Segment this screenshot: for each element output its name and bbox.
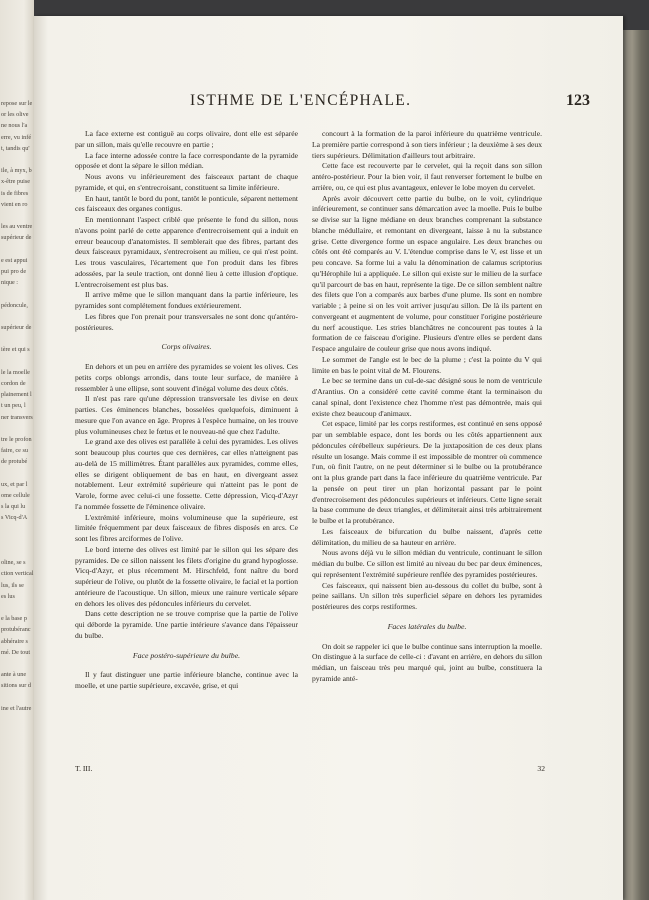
previous-page-line: ine et l'autre <box>1 704 32 712</box>
paragraph: Cet espace, limité par les corps restiformes, est continué en sens opposé par un semblable espace, dont les bords ou les côtés appartiennent aux pédoncules cérébelleux supérieurs. De la juxtaposition de ces deux plans résulte un losange. Mais comme il est impossible de montrer où commence l'un, où finit l'autre, on ne peut déterminer si le bulbe ou la protubérance ont la plus grande part dans la face inférieure du quatrième ventricule. Par la pensée on peut tirer un plan horizontal passant par le point d'entrecroisement des pédoncules supérieurs et inférieurs. Cette ligne serait la base commune de deux triangles, et délimiterait ainsi très arbitrairement le bulbe et la protubérance. <box>312 419 542 525</box>
previous-page-line: ante à une <box>1 671 27 679</box>
paragraph: En mentionnant l'aspect criblé que présente le fond du sillon, nous n'avons point parlé de cette apparence d'entrecroisement qui a induit en erreur beaucoup d'anatomistes. Il semblerait que des fibres, partant des deux faisceaux pyramidaux, s'entrecroisent au milieu, ce qui n'est point. Les trous vasculaires, l'écartement que l'on produit dans les fibres adossées, par la seule traction, ont donné lieu à cette illusion d'optique. L'entrecroisement est plus bas. <box>75 215 298 289</box>
running-title: ISTHME DE L'ENCÉPHALE. <box>190 92 412 109</box>
previous-page-line: supérieur de <box>1 324 32 331</box>
previous-page-line: nique : <box>1 279 19 287</box>
previous-page-line: vient en ro <box>1 200 28 208</box>
previous-page-line: le la moelle <box>1 368 30 376</box>
paragraph: Cette face est recouverte par le cervelet, qui la reçoit dans son sillon antéro-postérieur. Pour la bien voir, il faut renverser fortement le bulbe en arrière, ou, ce qui est plus avantageux, enlever le lobe moyen du cervelet. <box>312 161 542 192</box>
previous-page-line: les au ventre <box>1 223 33 231</box>
previous-page-line: lus, ils se <box>1 581 24 589</box>
previous-page-line: tre le profon <box>1 436 32 443</box>
paragraph: Nous avons vu inférieurement des faisceaux partant de chaque pyramide, et qui, en s'entrecroisant, constituent sa limite inférieure. <box>75 172 298 192</box>
paragraph: On doit se rappeler ici que le bulbe continue sans interruption la moelle. On distingue à la surface de celle-ci : d'avant en arrière, en dehors du sillon médian, un faisceau très peu marqué qui, joint au bulbe, constituera la pyramide anté- <box>312 641 542 683</box>
previous-page-line: s Vicq-d'A <box>1 514 28 522</box>
previous-page-line: plainement l <box>1 391 32 399</box>
previous-page-line: ome cellule <box>1 492 30 499</box>
right-column <box>312 129 542 685</box>
volume-signature: T. III. <box>75 764 93 773</box>
previous-page-line: s la qui lu <box>1 503 26 511</box>
previous-page-line: ction vertical <box>1 570 34 578</box>
previous-page-line: supérieur de <box>1 234 32 242</box>
previous-page-edge <box>0 0 34 900</box>
paragraph: Il arrive même que le sillon manquant dans la partie inférieure, les pyramides sont complétement fondues extérieurement. <box>75 290 298 310</box>
paragraph: La face interne adossée contre la face correspondante de la pyramide opposée et dont la sépare le sillon médian. <box>75 150 298 171</box>
paragraph: Le bord interne des olives est limité par le sillon qui les sépare des pyramides. De ce sillon naissent les filets d'origine du grand hypoglosse. Vicq-d'Azyr, et plus récemment M. Hirschfeld, font naître du bord supérieur de l'olive, ou plutôt de la fossette olivaire, le facial et la portion antérieure de l'acoustique. Un sillon, mieux une rainure verticale sépare en dehors les olives des pédoncules inférieurs du cervelet. <box>75 544 298 608</box>
paragraph: Le bec se termine dans un cul-de-sac désigné sous le nom de ventricule d'Arantius. On a considéré cette cavité comme étant la terminaison du canal spinal, dont l'existence chez l'homme n'est pas démontrée, mais qui existe chez beaucoup d'animaux. <box>312 376 542 418</box>
paragraph: Les fibres que l'on prenait pour transversales ne sont donc qu'antéro-postérieures. <box>75 311 298 332</box>
previous-page-line: repose sur le <box>1 100 33 107</box>
section-heading: Faces latérales du bulbe. <box>387 621 467 631</box>
previous-page-line: erre, vu infé <box>1 133 32 141</box>
section-heading: Face postéro-supérieure du bulbe. <box>132 650 241 660</box>
previous-page-line: mé. De tout <box>1 648 31 656</box>
paragraph: La face externe est contiguë au corps olivaire, dont elle est séparée par un sillon, mais qu'elle recouvre en partie ; <box>75 129 298 149</box>
paragraph: Il n'est pas rare qu'une dépression transversale les divise en deux parties. Ces éminences blanches, bosselées quelquefois, diminuent à mesure que l'on avance en âge. Propres à l'espèce humaine, on les trouve plus volumineuses chez le fœtus et le nouveau-né que chez l'adulte. <box>75 394 298 436</box>
previous-page-line: faire, ce su <box>1 447 28 455</box>
paragraph: En haut, tantôt le bord du pont, tantôt le ponticule, séparent nettement ces faisceaux des organes contigus. <box>75 193 298 214</box>
paragraph: L'extrémité inférieure, moins volumineuse que la supérieure, est limitée fréquemment par deux faisceaux de fibres disposés en arcs. Ce sont les fibres arciformes de l'olive. <box>75 512 298 543</box>
previous-page-line: is de fibres <box>1 189 29 197</box>
previous-page-line: x-être puise <box>1 178 31 186</box>
previous-page-line: ne nous l'a <box>1 122 28 130</box>
previous-page-line: e est appui <box>1 256 28 264</box>
paragraph: Le sommet de l'angle est le bec de la plume ; c'est la pointe du V qui limite en bas le point vital de M. Flourens. <box>312 354 542 375</box>
paragraph: concourt à la formation de la paroi inférieure du quatrième ventricule. La première partie correspond à son tiers inférieur ; la deuxième à ses deux tiers supérieurs. Délimitation d'ailleurs tout arbitraire. <box>312 129 542 160</box>
section-heading: Corps olivaires. <box>161 342 212 352</box>
previous-page-line: es lus <box>1 592 15 600</box>
paragraph: Le grand axe des olives est parallèle à celui des pyramides. Les olives sont beaucoup plus courtes que ces dernières, car elles n'atteignent pas au-delà de 15 millimètres. Étant parallèles aux pyramides, comme elles, elles se dirigent obliquement de bas en haut, en divergeant assez notablement. Leur extrémité supérieure qui n'atteint pas le pont de Varole, forme avec celui-ci une fossette. Cette dépression, Vicq-d'Azyr l'a nommée fossette de l'éminence olivaire. <box>75 437 298 511</box>
previous-page-line: e la base p <box>1 615 27 623</box>
previous-page-line: ux, et par l <box>1 480 28 488</box>
previous-page-line: ner transvers <box>1 413 33 421</box>
previous-page-line: sitions sur d <box>1 682 31 690</box>
paragraph: Nous avons déjà vu le sillon médian du ventricule, continuant le sillon médian du bulbe. Ce sillon est limité au niveau du bec par deux éminences, qui représentent l'extrémité supérieure renflée des pyramides postérieures. <box>312 548 542 579</box>
paragraph: Il y faut distinguer une partie inférieure blanche, continue avec la moelle, et une partie supérieure, excavée, grise, et qui <box>75 670 298 690</box>
previous-page-line: t, tandis qu' <box>1 144 30 152</box>
page-number: 123 <box>566 92 590 109</box>
left-column <box>75 129 298 692</box>
paragraph: Après avoir découvert cette partie du bulbe, on le voit, cylindrique inférieurement, se continuer sans démarcation avec la moelle. Puis le bulbe se divise sur la ligne médiane en deux branches comprenant la substance blanche médullaire, et remontant en divergeant, laisse à nu la substance grise. Cette divergence forme un espace angulaire. Les deux branches ou côtés ont été comparés au V. L'étendue comprise dans le V, est lisse et un peu concave. Sa forme lui a valu la dénomination de calamus scriptorius qu'Hérophile lui a appliquée. Le sillon qui existe sur le milieu de la surface qu'il parcourt de bas en haut, représente la tige. De ce sillon semblent naître des filets que l'on a comparés aux barbes d'une plume. Ils sont en nombre variable ; à peine si on les voit arriver jusqu'au sillon. De là ils partent en convergeant et augmentent de volume, pour constituer l'origine postérieure du nerf acoustique. Les stries blanchâtres ne concourent pas toutes à la formation de ce faisceau d'origine. Plusieurs d'entre elles se perdent dans l'espace angulaire de couleur grise que nous avons indiqué. <box>312 193 542 353</box>
previous-page-line: oline, se s <box>1 559 26 567</box>
previous-page-line: ile, à myx, b <box>1 167 32 175</box>
previous-page-line: pédoncule, <box>1 301 28 309</box>
book-fore-edge <box>623 30 649 900</box>
previous-page-line: abhéraire s <box>1 637 28 645</box>
paragraph: Dans cette description ne se trouve comprise que la partie de l'olive qui déborde la pyramide. Une partie intérieure s'avance dans l'épaisseur du bulbe. <box>75 609 298 640</box>
paragraph: Ces faisceaux, qui naissent bien au-dessous du collet du bulbe, sont à peine saillans. Un sillon très superficiel sépare en dehors les pyramides postérieures des corps restiformes. <box>312 580 542 611</box>
previous-page-line: de protubé <box>1 458 28 466</box>
previous-page-line: t un peu, l <box>1 402 26 410</box>
previous-page-line: ière et qui s <box>1 346 30 354</box>
page-header <box>190 92 590 116</box>
page-footer <box>75 764 545 776</box>
previous-page-line: or les olive <box>1 111 29 119</box>
paragraph: Les faisceaux de bifurcation du bulbe naissent, d'après cette délimitation, du milieu de sa hauteur en arrière. <box>312 526 542 547</box>
previous-page-line: protubéranc <box>1 626 31 634</box>
paragraph: En dehors et un peu en arrière des pyramides se voient les olives. Ces petits corps oblongs arrondis, dans toute leur surface, de manière à ressembler à une ellipse, sont souvent d'inégal volume des deux côtés. <box>75 362 298 393</box>
previous-page-line: pui pro de <box>1 268 27 275</box>
previous-page-line: cordon de <box>1 380 26 387</box>
sheet-mark: 32 <box>537 764 545 773</box>
